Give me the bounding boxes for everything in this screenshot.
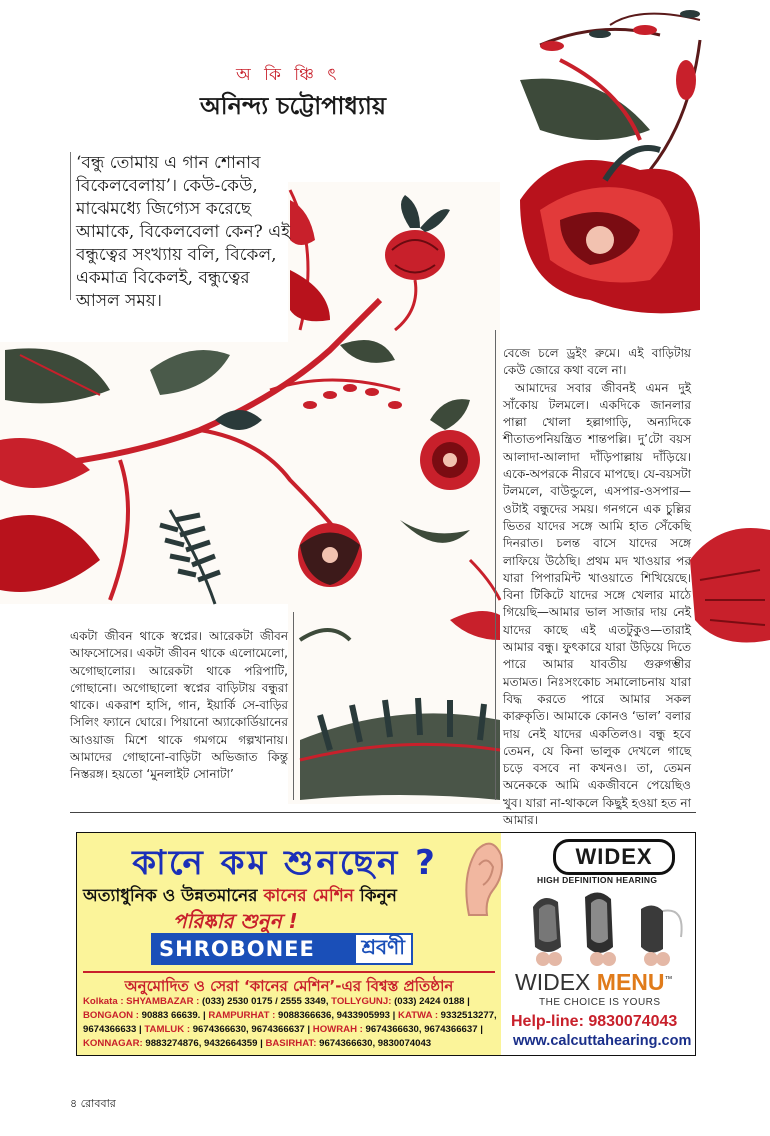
widex-menu-highlight: MENU xyxy=(596,969,665,995)
hearing-aid-advertisement xyxy=(76,832,696,1056)
widex-menu-word: WIDEX xyxy=(515,969,597,995)
author-byline: অনিন্দ্য চট্টোপাধ্যায় xyxy=(200,91,386,120)
widex-logo: WIDEX xyxy=(553,839,675,875)
ad-authorized-line: অনুমোদিত ও সেরা ‘কানের মেশিন’-এর বিশ্বস্ত প্রতিষ্ঠান xyxy=(83,971,495,1000)
address-place: BASIRHAT: xyxy=(265,1038,317,1049)
widex-menu-logo xyxy=(515,969,673,996)
main-branch xyxy=(0,300,500,604)
shrobonee-ad-panel xyxy=(77,833,501,1055)
hearing-aid-devices-image xyxy=(513,887,689,967)
address-numbers: (033) 2424 0188 | xyxy=(391,996,470,1007)
column-divider-left xyxy=(293,612,294,800)
pull-quote: ‘বন্ধু তোমায় এ গান শোনাব বিকেলবেলায়’। কেউ-কেউ, মাঝেমধ্যে জিগ্যেস করেছে আমাকে, বিকেলবেলা কেন? এই বন্ধুত্বের সংখ্যায় বলি, বিকেল, একমাত্র বিকেলই, বন্ধুত্বের আসল সময়। xyxy=(76,153,290,311)
address-numbers: 90883 66639. | xyxy=(138,1010,209,1021)
helpline-number: Help-line: 9830074043 xyxy=(511,1013,678,1030)
widex-tagline: HIGH DEFINITION HEARING xyxy=(537,875,658,885)
address-place: KONNAGAR: xyxy=(83,1038,143,1049)
address-place: TOLLYGUNJ: xyxy=(331,996,392,1007)
ad-headline: কানে কম শুনছেন ? xyxy=(132,843,438,883)
trademark-symbol: ™ xyxy=(664,974,673,984)
widex-ad-panel xyxy=(507,833,695,1055)
address-numbers: (033) 2530 0175 / 2555 3349, xyxy=(199,996,332,1007)
address-numbers: 9332513277, xyxy=(438,1010,497,1021)
address-numbers: 9674366633 | xyxy=(83,1024,145,1035)
column-kicker: অ কি ঞ্চি ৎ xyxy=(236,65,341,85)
body-column-right xyxy=(503,345,691,829)
column-divider-right xyxy=(495,330,496,800)
body-paragraph: বেজে চলে ড্রইং রুমে। এই বাড়িটায় কেউ জোরে কথা বলে না। xyxy=(503,346,691,378)
address-numbers: 9674366630, 9674366637 | xyxy=(190,1024,313,1035)
ad-addresses xyxy=(83,995,497,1051)
top-right-foliage xyxy=(520,10,700,170)
large-red-flower xyxy=(520,148,700,313)
lower-leaf-panel xyxy=(288,604,500,804)
body-paragraph: আমাদের সবার জীবনই এমন দুই সাঁকোয় টলমলে। একদিকে জানলার পাল্লা খোলা হল্লাগাড়ি, অন্যদিকে শীতাতপনিয়ন্ত্রিত শান্তপল্লি। দু’টো বয়স আলাদা-আলাদা দাঁড়িপাল্লায় দাঁড়িয়ে। একে-অপরকে নীরবে মাপছে। যে-বয়সটা টলমলে, বাউন্ডুলে, এসপার-ওসপার—ওটাই বন্ধুদের সময়। গনগনে এক চুল্লির ভিতর যাদের সঙ্গে আমি হাত সেঁকেছি দিনরাত। চলন্ত বাসে যাদের সঙ্গে লাফিয়ে উঠেছি। প্রথম মদ খাওয়ার পর যারা পিপারমিন্ট খাওয়াতে শিখিয়েছে। বিনা টিকিটে যাদের সঙ্গে খেলার মাঠে গিয়েছি—আমার ভাল সাজার দায় নেই যাদের কাছে এই এতটুকুও—তারাই আমার বন্ধু। ফুৎকারে যারা উড়িয়ে দিতে পারে আমার যাবতীয় গুরুগম্ভীর মতামত। নিঃসংকোচ সমালোচনায় যারা বিদ্ধ করতে পারে আমার সকল কারুকৃতি। আমাকে কোনও ‘ভাল’ বলার দায় নেই যাদের একতিলও। বন্ধু হবে তেমন, যে কিনা ভালুক দেখলে গাছে চড়ে বসবে না কখনও। তা, তেমন অনেককে আমি একজীবনে পেয়েছিও খুব। যারা না-থাকলে কিছুই হওয়া হত না আমার। xyxy=(503,380,691,828)
address-line xyxy=(83,995,497,1009)
ad-tagline: পরিষ্কার শুনুন ! xyxy=(173,909,298,933)
body-column-left xyxy=(70,628,288,784)
widex-slogan: THE CHOICE IS YOURS xyxy=(539,997,661,1008)
section-rule xyxy=(70,812,696,813)
brand-name-english: SHROBONEE xyxy=(159,937,315,961)
pull-quote-rule xyxy=(70,152,71,300)
ad-subline-part: অত্যাধুনিক ও উন্নতমানের xyxy=(83,886,264,906)
shrobonee-logo xyxy=(151,933,413,965)
website-url: www.calcuttahearing.com xyxy=(513,1033,692,1049)
address-numbers: 9674366630, 9674366637 | xyxy=(362,1024,483,1035)
address-place: TAMLUK : xyxy=(144,1024,191,1035)
address-numbers: 9088366636, 9433905993 | xyxy=(275,1010,399,1021)
address-place: BONGAON : xyxy=(83,1010,139,1021)
ear-icon xyxy=(457,835,505,921)
address-line xyxy=(83,1009,497,1023)
upper-flower-panel xyxy=(288,182,500,342)
address-numbers: 9883274876, 9432664359 | xyxy=(142,1038,266,1049)
body-paragraph: একটা জীবন থাকে স্বপ্নের। আরেকটা জীবন আফসোসের। একটা জীবন থাকে এলোমেলো, অগোছালোর। আরেকটা থাকে পরিপাটি, গোছানো। অগোছালো স্বপ্নের বাড়িটায় বন্ধুরা থাকে। একরাশ হাসি, গান, ইয়ার্কি সে-বাড়ির সিলিং ফ্যানে ঘোরে। পিয়ানো অ্যাকোর্ডিয়ানের আওয়াজ মিশে থাকে গমগমে গল্পখানায়। আমাদের গোছানো-বাড়িটা অভিজাত কিন্তু নিস্তরঙ্গ। হয়তো ‘মুনলাইট সোনাটা’ xyxy=(70,629,288,782)
brand-name-bengali: শ্রবণী xyxy=(356,935,412,963)
page-folio: ৪ রোববার xyxy=(70,1097,116,1110)
address-place: RAMPURHAT : xyxy=(208,1010,276,1021)
address-line xyxy=(83,1037,497,1051)
right-leaf-cluster xyxy=(690,528,770,643)
address-place: Kolkata : SHYAMBAZAR : xyxy=(83,996,200,1007)
address-place: HOWRAH : xyxy=(312,1024,363,1035)
ad-subline-part: কিনুন xyxy=(353,886,397,906)
ad-subline-highlight: কানের মেশিন xyxy=(263,886,354,906)
address-numbers: 9674366630, 9830074043 xyxy=(316,1038,432,1049)
address-place: KATWA : xyxy=(398,1010,439,1021)
address-line xyxy=(83,1023,497,1037)
